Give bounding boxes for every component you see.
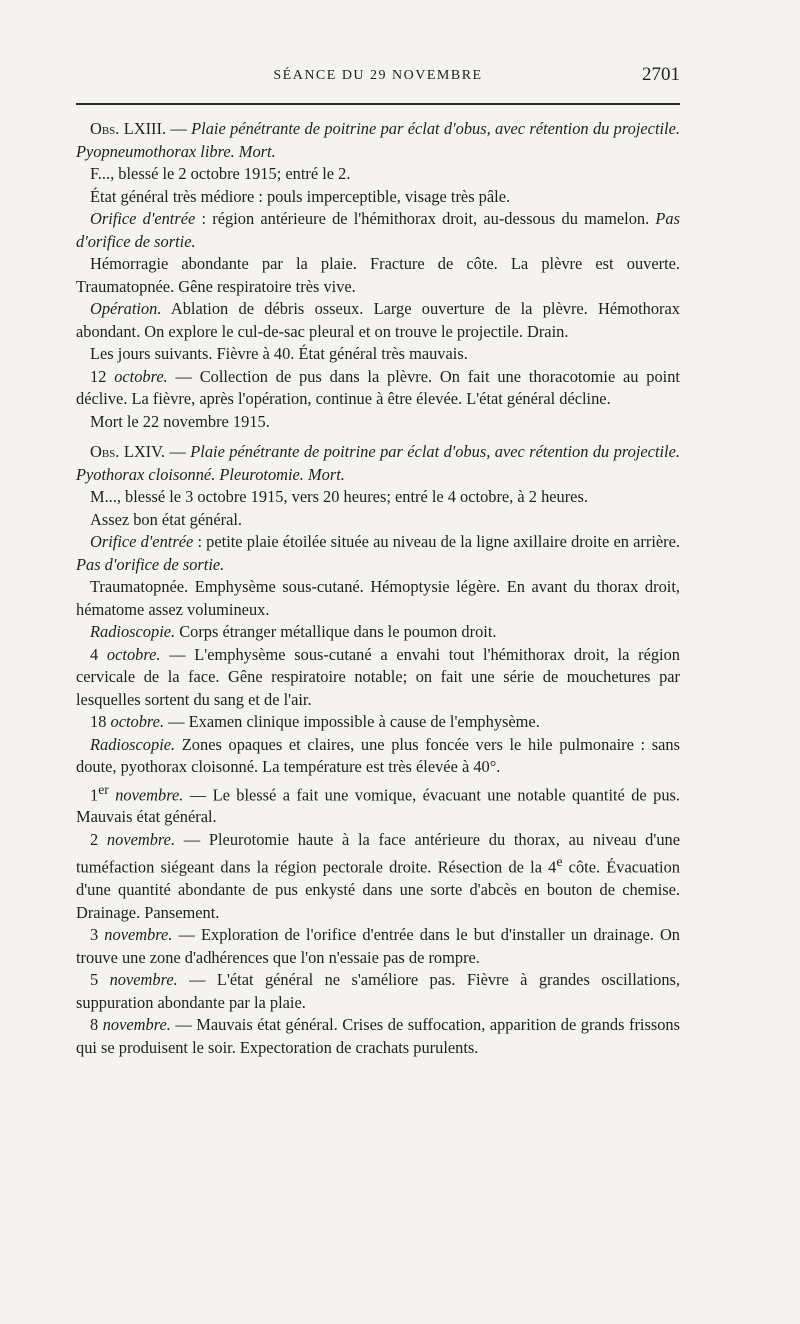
obs-64-p11-day: 3 <box>90 925 105 945</box>
obs-63-paragraph-8: Mort le 22 novembre 1915. <box>90 411 270 431</box>
obs-63-operation-label: Opération. <box>90 299 162 318</box>
obs-64-p6-text: — L'emphysème sous-cutané a envahi tout l'hémithorax droit, la région cervicale de la face. Gêne respiratoire notable; on fait une série de mouchetures par lesquelles sortent du sang et de l'air. <box>76 644 681 709</box>
obs-64-radioscopy2-text: Zones opaques et claires, une plus foncée vers le hile pulmonaire : sans doute, pyothorax cloisonné. La température est très élevée à 40°. <box>76 734 680 776</box>
obs-64-p10-text-a: — Pleurotomie haute à la face antérieure du thorax, au niveau d'une tuméfaction siégeant dans la région pectorale droite. Résection de la 4 <box>76 829 680 877</box>
obs-64-p13-day: 8 <box>90 1015 103 1035</box>
obs-63-paragraph-6: Les jours suivants. Fièvre à 40. État général très mauvais. <box>90 344 468 363</box>
header-rule <box>76 103 680 105</box>
obs-64-p9-month: novembre. <box>108 784 184 804</box>
obs-64-paragraph-11 <box>76 924 680 969</box>
obs-63-p7-month: octobre. <box>114 366 168 386</box>
obs-64-paragraph-12 <box>76 969 680 1014</box>
obs-64-paragraph-8 <box>76 734 680 779</box>
obs-64-dash: — <box>164 442 191 461</box>
obs-64-p7-day: 18 <box>90 712 111 731</box>
obs-63-exit-note: Pas d'orifice de sortie. <box>76 209 680 251</box>
obs-64-radioscopy-text: Corps étranger métallique dans le poumon droit. <box>175 622 497 641</box>
obs-63-p7-day: 12 <box>90 366 115 386</box>
obs-64-entry-label: Orifice d'entrée <box>90 532 194 551</box>
obs-64-p7-month: octobre. <box>110 712 165 731</box>
obs-64-p13-text: — Mauvais état général. Crises de suffocation, apparition de grands frissons qui se produisent le soir. Expectoration de crachats purulents. <box>76 1015 680 1057</box>
obs-64-radioscopy-label: Radioscopie. <box>90 622 176 641</box>
obs-64-p9-sup: er <box>98 781 109 797</box>
obs-64-p10-text-b: côte. Évacuation d'une quantité abondante de pus enkysté dans une sorte d'abcès en bouton de chemise. Drainage. Pansement. <box>76 857 681 922</box>
obs-64-paragraph-13 <box>76 1014 680 1059</box>
obs-63-paragraph-7 <box>76 366 680 411</box>
obs-64-paragraph-7 <box>76 711 680 734</box>
obs-64-paragraph-3 <box>76 531 680 576</box>
body-text <box>76 118 680 1059</box>
obs-64-p12-month: novembre. <box>109 970 178 990</box>
obs-63-entry-text: : région antérieure de l'hémithorax droit, au-dessous du mamelon. <box>195 209 656 228</box>
obs-64-paragraph-6 <box>76 644 680 712</box>
obs-63-paragraph-3 <box>76 208 680 253</box>
obs-63-heading <box>76 118 680 163</box>
obs-63-paragraph-1: F..., blessé le 2 octobre 1915; entré le 2. <box>90 164 351 183</box>
obs-63-paragraph-2: État général très médiore : pouls imperceptible, visage très pâle. <box>90 186 511 206</box>
obs-63-paragraph-5 <box>76 298 680 343</box>
obs-64-title: Plaie pénétrante de poitrine par éclat d'obus, avec rétention du projectile. Pyothorax cloisonné. Pleurotomie. Mort. <box>76 442 680 484</box>
obs-64-p7-text: — Examen clinique impossible à cause de l'emphysème. <box>164 712 540 731</box>
obs-64-paragraph-10 <box>76 829 680 924</box>
obs-64-paragraph-2: Assez bon état général. <box>90 509 243 529</box>
obs-64-p11-text: — Exploration de l'orifice d'entrée dans le but d'installer un drainage. On trouve une zone d'adhérences que l'on n'essaie pas de rompre. <box>76 925 680 967</box>
obs-64-radioscopy2-label: Radioscopie. <box>90 734 176 754</box>
obs-63-entry-label: Orifice d'entrée <box>90 209 196 228</box>
obs-64-p6-month: octobre. <box>106 644 161 664</box>
obs-63-dash: — <box>166 119 192 138</box>
obs-64-p11-month: novembre. <box>104 925 173 945</box>
obs-64-p9-day: 1 <box>90 784 99 804</box>
obs-64-paragraph-9 <box>76 779 680 829</box>
obs-64-label: Obs. LXIV. <box>90 442 165 461</box>
obs-63-operation-text: Ablation de débris osseux. Large ouverture de la plèvre. Hémothorax abondant. On explore le cul-de-sac pleural et on trouve le projectile. Drain. <box>76 299 680 341</box>
obs-63-p7-text: — Collection de pus dans la plèvre. On fait une thoracotomie au point déclive. La fièvre, après l'opération, continue à être élevée. L'état général décline. <box>76 366 680 408</box>
obs-64-p6-day: 4 <box>90 644 107 664</box>
obs-64-exit-note: Pas d'orifice de sortie. <box>76 554 225 574</box>
running-title: SÉANCE DU 29 NOVEMBRE <box>273 68 483 83</box>
obs-64-entry-text: : petite plaie étoilée située au niveau de la ligne axillaire droite en arrière. <box>193 532 680 551</box>
page-header <box>76 62 680 92</box>
obs-64-paragraph-5 <box>76 621 680 644</box>
obs-63-paragraph-4: Hémorragie abondante par la plaie. Fracture de côte. La plèvre est ouverte. Traumatopnée. Gêne respiratoire très vive. <box>76 254 680 296</box>
obs-64-p10-sup: e <box>556 854 563 870</box>
obs-64-p12-day: 5 <box>90 970 110 990</box>
page-number: 2701 <box>642 64 680 85</box>
obs-64-p10-day: 2 <box>90 829 107 849</box>
obs-63-label: Obs. LXIII. <box>90 119 167 138</box>
obs-64-heading <box>76 441 680 486</box>
obs-64-p13-month: novembre. <box>102 1015 171 1035</box>
obs-64-paragraph-1: M..., blessé le 3 octobre 1915, vers 20 heures; entré le 4 octobre, à 2 heures. <box>90 487 588 506</box>
obs-64-p12-text: — L'état général ne s'améliore pas. Fièvre à grandes oscillations, suppuration abondante par la plaie. <box>76 970 680 1012</box>
obs-64-paragraph-4: Traumatopnée. Emphysème sous-cutané. Hémoptysie légère. En avant du thorax droit, hématome assez volumineux. <box>76 577 680 619</box>
obs-64-p9-text: — Le blessé a fait une vomique, évacuant une notable quantité de pus. Mauvais état général. <box>76 784 680 827</box>
obs-63-title: Plaie pénétrante de poitrine par éclat d'obus, avec rétention du projectile. Pyopneumothorax libre. Mort. <box>76 119 680 161</box>
obs-64-p10-month: novembre. <box>106 829 176 849</box>
